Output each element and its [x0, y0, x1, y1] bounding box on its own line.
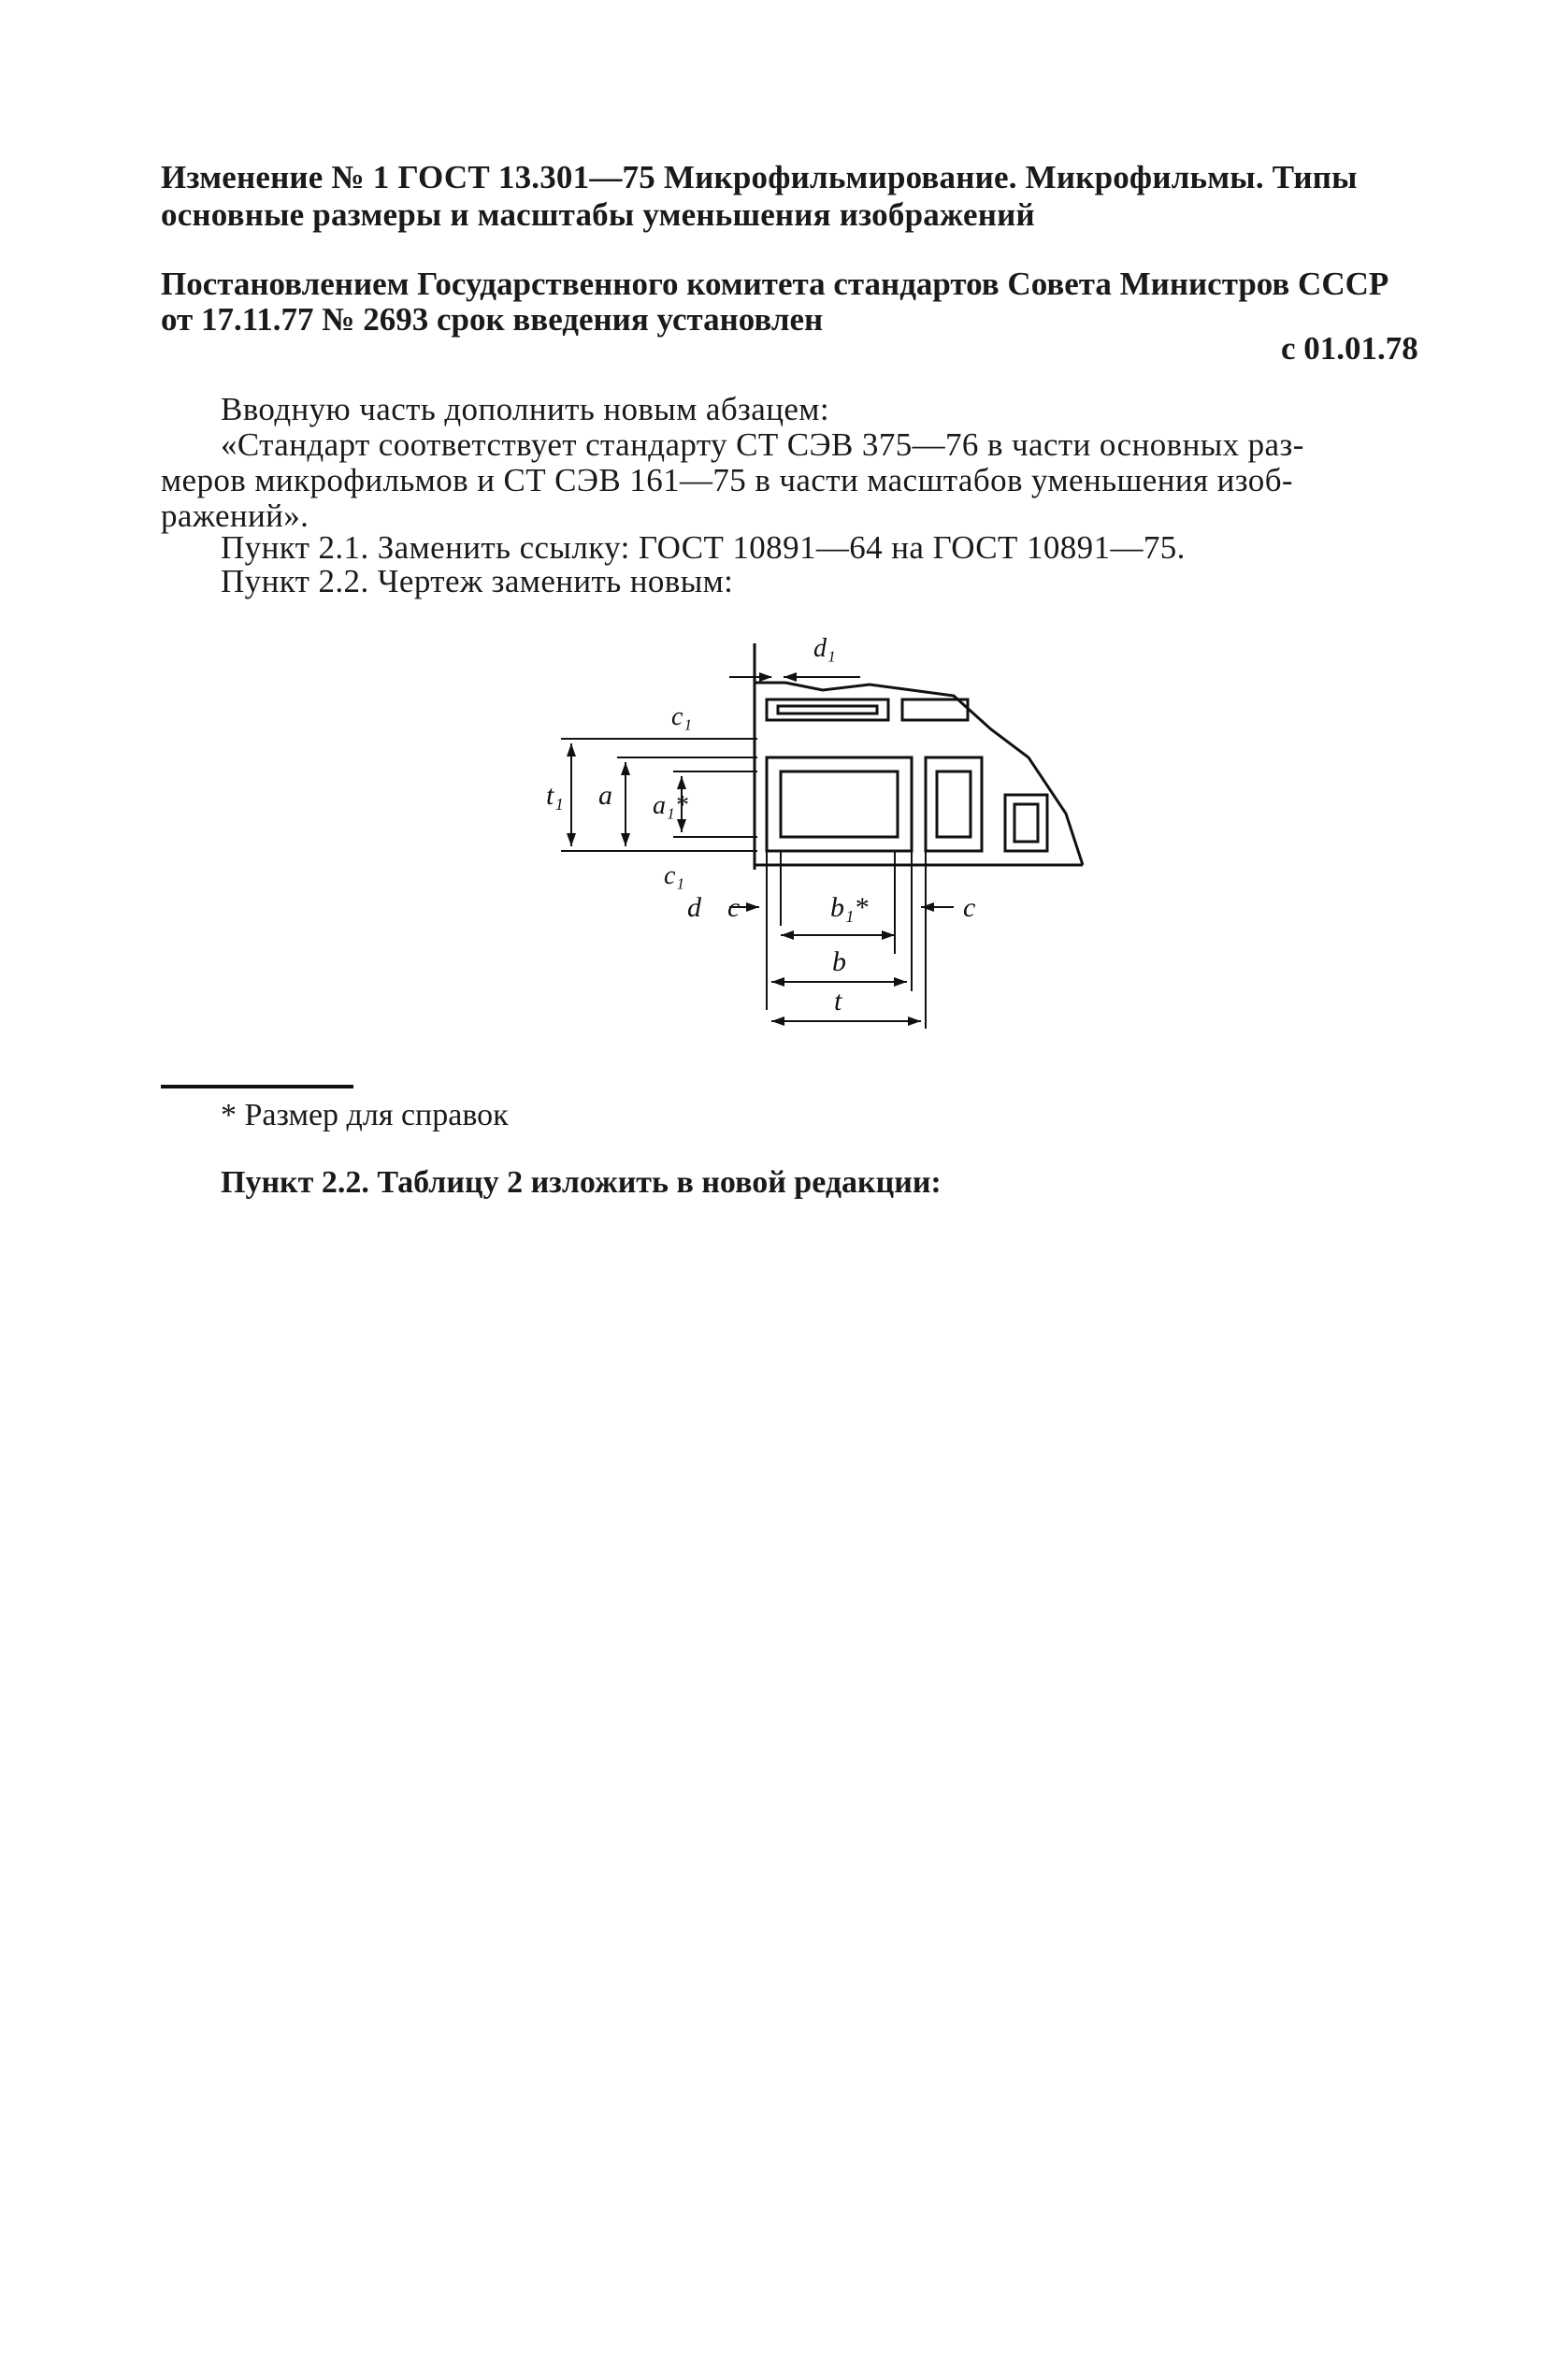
footnote-rule — [161, 1085, 353, 1088]
quote-line-2: меров микрофильмов и СТ СЭВ 161—75 в части масштабов уменьшения изоб- — [161, 462, 1293, 498]
frame-main-inner — [781, 771, 898, 837]
dim-b1-arrow-left — [781, 930, 794, 940]
label-d1: d₁ — [813, 634, 836, 663]
header-title-line-2: основные размеры и масштабы уменьшения изображений — [161, 196, 1035, 233]
frame-top-left-inner — [778, 706, 877, 714]
label-t1: t₁ — [546, 780, 564, 811]
footnote-text: * Размер для справок — [221, 1098, 509, 1132]
quote-line-3: ражений». — [161, 497, 309, 534]
frame-top-right — [902, 699, 968, 720]
table-caption: Пункт 2.2. Таблицу 2 изложить в новой редакции: — [221, 1165, 942, 1200]
header-title-line-1: Изменение № 1 ГОСТ 13.301—75 Микрофильмирование. Микрофильмы. Типы — [161, 159, 1358, 195]
label-t: t — [834, 986, 842, 1016]
dim-c-right-arrow — [921, 902, 934, 912]
label-c1-top: c₁ — [671, 702, 693, 731]
label-d: d — [687, 892, 701, 923]
label-a: a — [598, 780, 612, 811]
label-c1-bottom: c₁ — [664, 861, 685, 890]
decree-line-2: от 17.11.77 № 2693 срок введения установлен — [161, 301, 824, 338]
dim-t-arrow-left — [771, 1016, 784, 1026]
effective-date: с 01.01.78 — [1281, 330, 1418, 367]
label-c-right: c — [963, 892, 976, 923]
label-a1: a₁* — [653, 791, 688, 820]
label-b: b — [832, 946, 846, 977]
dim-t1-arrow-bottom — [567, 833, 576, 846]
dim-t1-arrow-top — [567, 743, 576, 757]
decree-line-1: Постановлением Государственного комитета стандартов Совета Министров СССР — [161, 266, 1389, 302]
frame-top-left — [767, 699, 888, 720]
dim-a1-arrow-top — [677, 776, 686, 789]
dim-t-arrow-right — [908, 1016, 921, 1026]
dim-c-left-arrow — [746, 902, 759, 912]
dim-b-arrow-left — [771, 977, 784, 987]
dim-a-arrow-bottom — [621, 833, 630, 846]
dim-b1-arrow-right — [882, 930, 895, 940]
label-b1: b₁* — [830, 892, 869, 923]
dim-a1-arrow-bottom — [677, 819, 686, 832]
frame-far-right-inner — [1014, 804, 1038, 842]
point-2-2-drawing: Пункт 2.2. Чертеж заменить новым: — [221, 563, 734, 599]
quote-line-1: «Стандарт соответствует стандарту СТ СЭВ 375—76 в части основных раз- — [221, 426, 1304, 463]
label-c-left: c — [727, 892, 741, 923]
frame-right-inner — [937, 771, 971, 837]
microfilm-dimension-drawing — [0, 617, 1568, 1085]
dim-a-arrow-top — [621, 762, 630, 775]
point-2-1: Пункт 2.1. Заменить ссылку: ГОСТ 10891—64 на ГОСТ 10891—75. — [221, 529, 1186, 566]
dim-b-arrow-right — [894, 977, 907, 987]
dim-d1-arrow-right — [784, 672, 797, 682]
dim-d1-arrow-left — [759, 672, 772, 682]
intro-paragraph: Вводную часть дополнить новым абзацем: — [221, 391, 829, 427]
